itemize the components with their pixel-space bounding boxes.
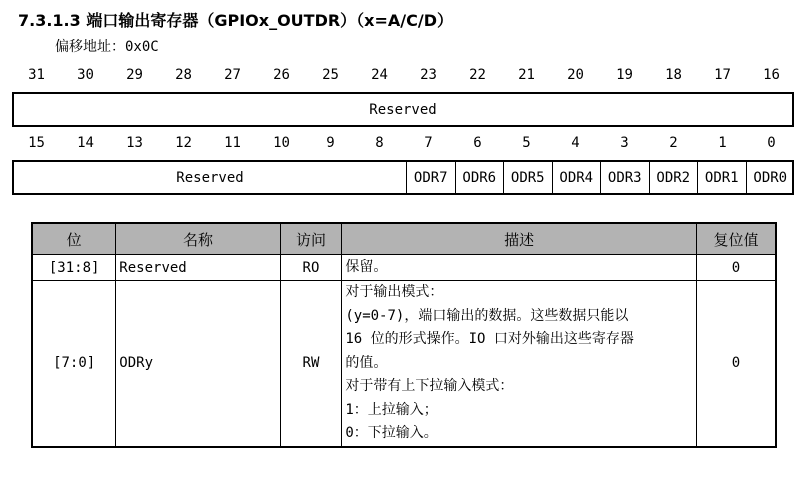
table-header-row xyxy=(32,223,776,255)
desc-line: 对于输出模式： xyxy=(345,284,444,300)
bit-number: 4 xyxy=(571,135,580,151)
bit-number: 20 xyxy=(567,67,584,83)
bit-number: 3 xyxy=(620,135,629,151)
bit-number: 27 xyxy=(224,67,241,83)
odr-field-0: ODR0 xyxy=(746,162,795,193)
header-access: 访问 xyxy=(280,223,342,255)
reserved-field-lower: Reserved xyxy=(176,169,244,186)
bit-number: 7 xyxy=(424,135,433,151)
bit-number: 22 xyxy=(469,67,486,83)
desc-line: 对于带有上下拉输入模式： xyxy=(345,378,514,394)
bit-number: 14 xyxy=(77,135,94,151)
bit-number: 9 xyxy=(326,135,335,151)
bit-number: 31 xyxy=(28,67,45,83)
table-row xyxy=(32,255,776,281)
bit-number: 6 xyxy=(473,135,482,151)
reserved-field-upper: Reserved xyxy=(369,101,437,118)
bit-number: 10 xyxy=(273,135,290,151)
row-bits: [7:0] xyxy=(32,281,116,447)
bit-number: 0 xyxy=(767,135,776,151)
desc-line: 16 位的形式操作。IO 口对外输出这些寄存器 xyxy=(345,331,634,347)
bit-number: 12 xyxy=(175,135,192,151)
bit-number: 13 xyxy=(126,135,143,151)
desc-line: 的值。 xyxy=(345,354,388,371)
row-description xyxy=(342,255,697,281)
odr-field-3: ODR3 xyxy=(600,162,649,193)
bit-number: 25 xyxy=(322,67,339,83)
header-bits: 位 xyxy=(32,223,116,255)
register-upper-row xyxy=(12,92,794,127)
odr-field-1: ODR1 xyxy=(697,162,746,193)
table-row xyxy=(32,281,776,447)
offset-address: 偏移地址：0x0C xyxy=(55,39,159,55)
desc-line: (y=0-7)，端口输出的数据。这些数据只能以 xyxy=(345,307,629,324)
row-reset: 0 xyxy=(696,255,776,281)
row-bits: [31:8] xyxy=(32,255,116,281)
field-description-table xyxy=(31,222,777,448)
bit-number: 16 xyxy=(763,67,780,83)
section-title: 7.3.1.3 端口输出寄存器（GPIOx_OUTDR）（x=A/C/D） xyxy=(18,11,454,30)
desc-line: 0：下拉输入。 xyxy=(345,425,438,441)
bit-number: 30 xyxy=(77,67,94,83)
bit-number: 1 xyxy=(718,135,727,151)
bit-number: 29 xyxy=(126,67,143,83)
bit-number: 11 xyxy=(224,135,241,151)
row-access: RO xyxy=(280,255,342,281)
header-reset: 复位值 xyxy=(696,223,776,255)
bit-number: 17 xyxy=(714,67,731,83)
row-access: RW xyxy=(280,281,342,447)
bit-number: 26 xyxy=(273,67,290,83)
bit-number: 15 xyxy=(28,135,45,151)
odr-field-4: ODR4 xyxy=(552,162,601,193)
register-lower-row xyxy=(12,160,794,195)
bit-number: 21 xyxy=(518,67,535,83)
bit-number: 19 xyxy=(616,67,633,83)
lower-bit-numbers xyxy=(12,135,796,155)
header-name: 名称 xyxy=(116,223,280,255)
bit-number: 18 xyxy=(665,67,682,83)
row-reset: 0 xyxy=(696,281,776,447)
bit-number: 2 xyxy=(669,135,678,151)
desc-line: 保留。 xyxy=(345,258,388,275)
odr-field-6: ODR6 xyxy=(455,162,504,193)
header-description: 描述 xyxy=(342,223,697,255)
bit-number: 23 xyxy=(420,67,437,83)
bit-number: 24 xyxy=(371,67,388,83)
row-description xyxy=(342,281,697,447)
bit-number: 5 xyxy=(522,135,531,151)
odr-field-5: ODR5 xyxy=(503,162,552,193)
desc-line: 1：上拉输入； xyxy=(345,401,438,418)
row-name: Reserved xyxy=(116,255,280,281)
bit-number: 28 xyxy=(175,67,192,83)
odr-field-2: ODR2 xyxy=(649,162,698,193)
odr-field-7: ODR7 xyxy=(406,162,455,193)
upper-bit-numbers xyxy=(12,67,796,87)
row-name: ODRy xyxy=(116,281,280,447)
bit-number: 8 xyxy=(375,135,384,151)
